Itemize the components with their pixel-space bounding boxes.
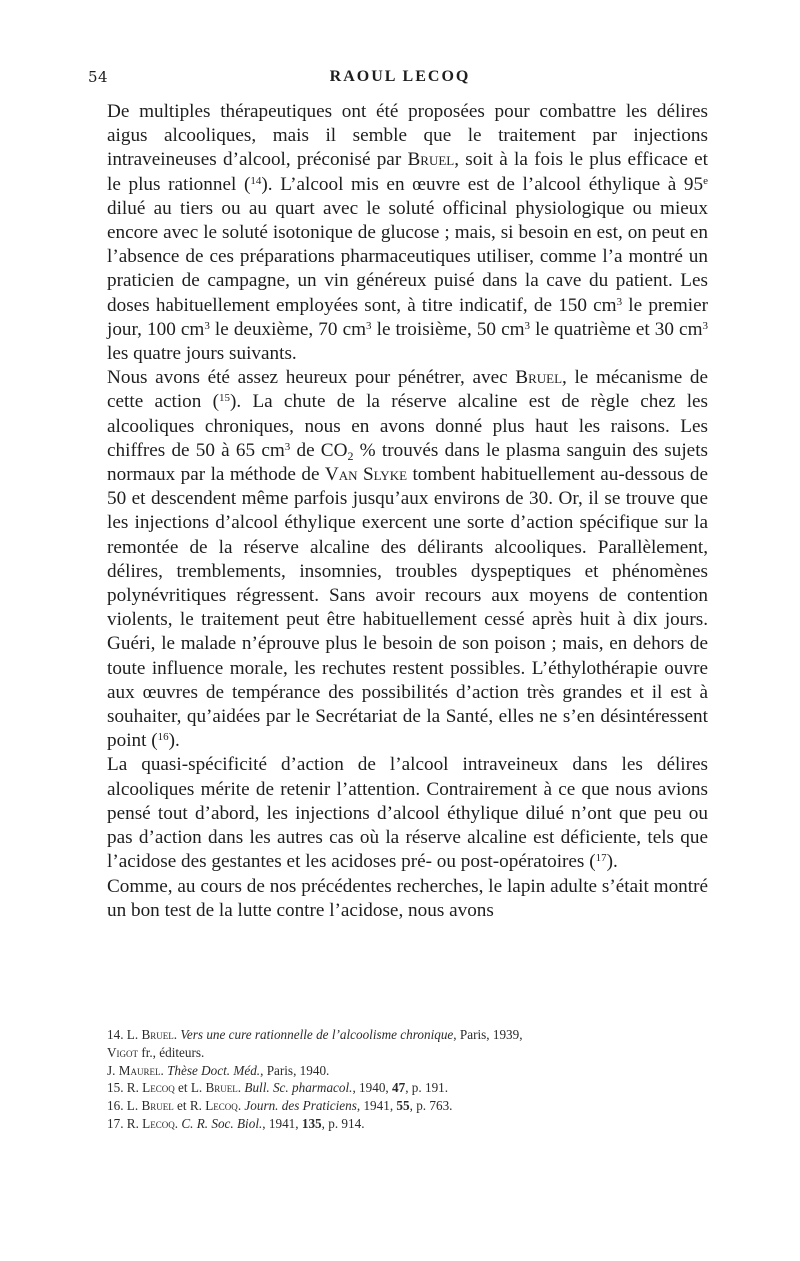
text-run: , 1940,	[352, 1080, 393, 1096]
text-run: , 1941,	[356, 1098, 397, 1114]
journal-title: Journ. des Praticiens	[244, 1098, 357, 1114]
footnote-17	[107, 1115, 708, 1133]
author-name: Van Slyke	[324, 464, 408, 486]
footnote-number: 17.	[107, 1115, 124, 1131]
text-run: L.	[126, 1027, 142, 1042]
text-run: ).	[606, 851, 618, 873]
text-run: le quatrième et 30 cm	[530, 318, 703, 340]
running-head: RAOUL LECOQ	[329, 68, 471, 85]
text-run: , le mécanisme de cette action (	[107, 367, 709, 413]
text-run: ).	[168, 730, 180, 752]
author-name: Bruel	[141, 1027, 174, 1042]
text-run: les quatre jours suivants.	[107, 343, 297, 365]
author-name: Lecoq	[142, 1115, 175, 1131]
text-run: % trouvés dans le plasma sanguin des sujets normaux par la méthode de	[107, 439, 708, 486]
footnote-number: 15.	[107, 1080, 124, 1096]
page-number: 54	[88, 68, 109, 86]
footnote-15	[107, 1079, 708, 1097]
text-run: J.	[107, 1062, 119, 1078]
text-run: .	[173, 1027, 181, 1042]
author-name: Bruel	[515, 367, 563, 389]
paragraph-3	[107, 753, 708, 874]
text-run: , p. 191.	[405, 1080, 449, 1096]
footnote-ref: 14	[250, 174, 262, 187]
text-run: .	[237, 1080, 245, 1096]
main-text	[107, 100, 708, 923]
footnote-16	[107, 1097, 708, 1115]
footnote-14	[107, 1026, 708, 1062]
paragraph-1	[107, 100, 708, 366]
journal-title: C. R. Soc. Biol.	[181, 1115, 263, 1131]
text-run: ). L’alcool mis en œuvre est de l’alcool éthylique à 95	[261, 173, 704, 195]
volume-number: 47	[392, 1080, 406, 1096]
unit-superscript: 3	[204, 319, 210, 332]
chemical-subscript: 2	[347, 448, 354, 463]
paragraph-2	[107, 366, 708, 753]
text-run: Nous avons été assez heureux pour pénétrer, avec	[107, 367, 516, 389]
unit-superscript: 3	[284, 440, 291, 453]
author-name: Bruel	[407, 149, 455, 171]
unit-superscript: 3	[366, 319, 372, 332]
text-run: , p. 763.	[409, 1098, 453, 1114]
text-run: L.	[126, 1098, 142, 1114]
text-run: fr., éditeurs.	[138, 1044, 205, 1060]
text-run: le premier jour, 100 cm	[107, 294, 708, 340]
page-header	[0, 68, 800, 92]
text-run: R.	[126, 1115, 143, 1131]
text-run: , Paris, 1939,	[453, 1027, 523, 1042]
unit-superscript: 3	[524, 319, 531, 332]
author-name: Bruel	[205, 1080, 238, 1096]
unit-superscript: 3	[616, 295, 623, 308]
footnote-number: 16.	[107, 1098, 124, 1114]
volume-number: 55	[396, 1098, 410, 1114]
publisher-name: Vigot	[107, 1044, 139, 1060]
text-run: tombent habituellement au-dessous de 50 et descendent même parfois jusqu’aux environs de 30. Or, il se trouve que les injections d’alcool éthylique exercent une sorte d’action spécifique sur la remontée de la réserve alcaline des délirants alcooliques. Parallèlement, délires, tremblements, insomnies, troubles dyspeptiques et phénomènes polynévritiques régressent. Sans avoir recours aux moyens de contention violents, le traitement peut être habituellement cessé après huit à dix jours. Guéri, le malade n’éprouve plus le besoin de son poison ; mais, en dehors de toute influence morale, les rechutes restent possibles. L’éthylothérapie ouvre aux œuvres de tempérance des possibilités d’action très grandes et il est à souhaiter, qu’aidées par le Secrétariat de la Santé, elles ne s’en désintéressent point (	[107, 464, 708, 752]
work-title: Thèse Doct. Méd.	[167, 1062, 261, 1078]
unit-superscript: 3	[702, 319, 708, 332]
text-run: Comme, au cours de nos précédentes recherches, le lapin adulte s’était montré un bon test de la lutte contre l’acidose, nous avons	[107, 875, 708, 921]
footnote-ref: 15	[219, 392, 230, 405]
text-run: La quasi-spécificité d’action de l’alcool intraveineux dans les délires alcooliques mérite de retenir l’attention. Contrairement à ce que nous avions pensé tout d’abord, les injections d’alcool éthylique dilué n’ont que peu ou pas d’action dans les autres cas où la réserve alcaline est déficiente, tels que l’acidose des gestantes et les acidoses pré- ou post-opératoires (	[107, 754, 708, 873]
footnote-maurel	[107, 1062, 708, 1080]
author-name: Lecoq	[205, 1098, 238, 1114]
footnote-ref: 16	[157, 731, 169, 744]
text-run: , soit à la fois le plus efficace et le plus rationnel (	[107, 149, 708, 195]
work-title: Vers une cure rationnelle de l’alcoolisme chronique	[180, 1027, 454, 1042]
text-run: , 1941,	[262, 1115, 302, 1131]
author-name: Maurel	[118, 1062, 161, 1078]
footnotes	[107, 1026, 708, 1133]
volume-number: 135	[301, 1115, 322, 1131]
text-run: et L.	[174, 1080, 206, 1096]
text-run: le deuxième, 70 cm	[209, 318, 367, 340]
text-run: De multiples thérapeutiques ont été proposées pour combattre les délires aigus alcooliques, mais il semble que le traitement par injections intraveineuses d’alcool, préconisé par	[107, 101, 708, 171]
footnote-number: 14.	[107, 1027, 124, 1042]
text-run: et R.	[173, 1098, 206, 1114]
text-run: R.	[126, 1080, 143, 1096]
paragraph-4	[107, 875, 708, 923]
text-run: .	[160, 1062, 168, 1078]
text-run: dilué au tiers ou au quart avec le soluté officinal physiologique ou mieux encore avec le soluté isotonique de glucose ; mais, si besoin en est, on peut en l’absence de ces préparations pharmaceutiques utiliser, comme l’a montré un praticien de campagne, un vin généreux puisé dans la cave du patient. Les doses habituellement employées sont, à titre indicatif, de 150 cm	[107, 197, 708, 316]
text-run: .	[174, 1115, 182, 1131]
footnote-ref: 17	[595, 852, 607, 865]
text-run: , p. 914.	[321, 1115, 365, 1131]
text-run: , Paris, 1940.	[260, 1062, 330, 1078]
text-run: .	[237, 1098, 245, 1114]
text-run: ). La chute de la réserve alcaline est de règle chez les alcooliques chroniques, nous en avons donné plus haut les raisons. Les chiffres de 50 à 65 cm	[107, 391, 709, 461]
journal-title: Bull. Sc. pharmacol.	[244, 1080, 353, 1096]
degree-superscript: e	[703, 174, 708, 187]
text-run: de CO	[290, 439, 348, 461]
author-name: Bruel	[141, 1098, 174, 1114]
text-run: le troisième, 50 cm	[371, 318, 525, 340]
author-name: Lecoq	[142, 1080, 175, 1096]
